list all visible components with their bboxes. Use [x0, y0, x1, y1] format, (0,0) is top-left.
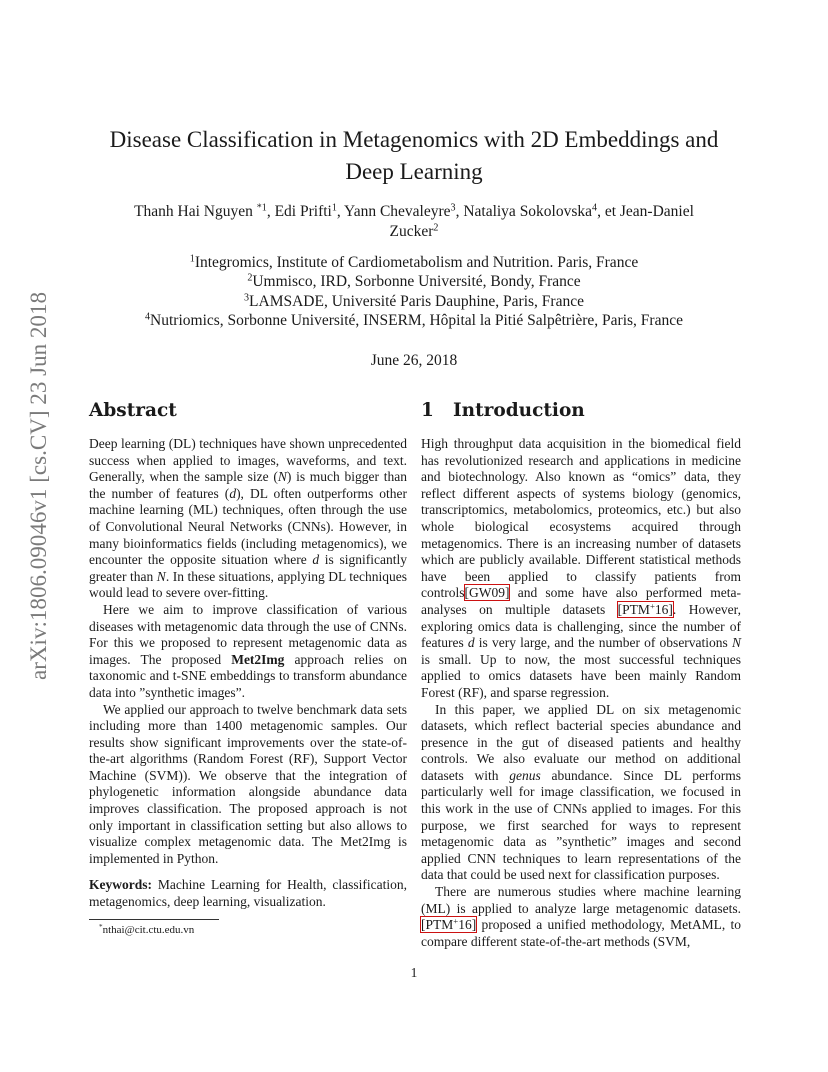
authors-line-2 — [80, 222, 748, 242]
affiliation-item — [80, 311, 748, 330]
abstract-heading: Abstract — [89, 400, 177, 421]
affiliation-item — [80, 292, 748, 311]
citation-link-ptm16[interactable]: [PTM+16] — [421, 916, 477, 933]
affiliation-text: Integromics, Institute of Cardiometabolism and Nutrition. Paris, France — [194, 254, 639, 271]
footnote — [99, 924, 194, 936]
affiliation-text: Ummisco, IRD, Sorbonne Université, Bondy, France — [252, 273, 581, 291]
keywords-text: Machine Learning for Health, classification, metagenomics, deep learning, visualization. — [89, 877, 407, 910]
keywords — [89, 877, 407, 910]
keywords-label: Keywords: — [89, 877, 152, 893]
citation-link-ptm16[interactable]: [PTM+16] — [617, 601, 673, 617]
author-affiliation-mark: 2 — [433, 222, 439, 234]
affiliation-mark: 4 — [145, 311, 151, 323]
section-title: Introduction — [453, 400, 585, 421]
paper-title — [80, 124, 748, 188]
title-line-2: Deep Learning — [345, 159, 483, 184]
citation-link-gw09[interactable]: [GW09] — [464, 585, 510, 601]
footnote-mark: * — [99, 923, 103, 932]
section-number: 1 — [421, 400, 434, 421]
author-affiliation-mark: 3 — [450, 202, 456, 214]
author-name: Zucker — [389, 223, 434, 240]
abstract-paragraph-3: We applied our approach to twelve benchmark data sets including more than 1400 metagenomic samples. Our results show significant improvements over the state-of-the-art algorithms (Random Forest (RF), Support Vector Machine (SVM)). We observe that the integration of phylogenetic information alongside abundance data improves classification. The proposed approach is not only important in classification setting but also allows to visualize complex metagenomic data. The Met2Img is implemented in Python. — [89, 701, 407, 866]
arxiv-identifier-stamp — [17, 290, 57, 680]
arxiv-stamp-text: arXiv:1806.09046v1 [cs.CV] 23 Jun 2018 — [26, 292, 51, 680]
intro-paragraph-1: High throughput data acquisition in the biomedical field has revolutionized research and applications in medicine and biotechnology. Also known as “omics” data, they reflect different aspects of systems biology (genomics, transcriptomics, metabolomics, proteomics, etc.) but also whole biological ecosystems acquired through metagenomics. There is an increasing number of datasets which are publicly available. Different statistical methods have been applied to classify patients from controls[GW09] and some have also performed meta-analyses on multiple datasets [PTM+16]. However, exploring omics data is challenging, since the number of features d is very large, and the number of observations N is small. Up to now, the most successful techniques applied to omics datasets have been mainly Random Forest (RF), and sparse regression. — [421, 436, 742, 700]
intro-paragraph-3: There are numerous studies where machine learning (ML) is applied to analyze large metagenomic datasets. [PTM+16] proposed a unified methodology, MetAML, to compare different state-of-the-art methods (SVM, — [421, 884, 741, 949]
affiliation-mark: 2 — [247, 272, 253, 284]
affiliation-list — [80, 253, 748, 330]
affiliation-text: LAMSADE, Université Paris Dauphine, Paris, France — [249, 292, 584, 310]
page-number: 1 — [410, 965, 418, 980]
affiliation-mark: 3 — [244, 292, 250, 304]
author-list — [80, 202, 748, 242]
author-name: , Yann Chevaleyre — [336, 203, 451, 220]
author-name: , Edi Prifti — [266, 203, 332, 220]
author-name: , Nataliya Sokolovska — [455, 203, 593, 220]
author-affiliation-mark: *1 — [256, 202, 267, 214]
affiliation-item — [80, 253, 748, 272]
affiliation-mark: 1 — [189, 253, 195, 265]
introduction-body — [421, 436, 741, 950]
introduction-heading — [421, 400, 585, 421]
authors-line-1 — [80, 202, 748, 222]
author-name: , et Jean-Daniel — [597, 203, 694, 220]
affiliation-text: Nutriomics, Sorbonne Université, INSERM, Hôpital la Pitié Salpêtrière, Paris, France — [150, 311, 683, 329]
author-affiliation-mark: 4 — [592, 202, 598, 214]
footnote-divider — [89, 919, 219, 920]
publication-date: June 26, 2018 — [370, 352, 458, 369]
abstract-paragraph-2: Here we aim to improve classification of various diseases with metagenomic data through the use of CNNs. For this we proposed to represent metagenomic data as images. The proposed Met2Img approach relies on taxonomic and t-SNE embeddings to transform abundance data into ”synthetic images”. — [89, 601, 407, 700]
intro-paragraph-2: In this paper, we applied DL on six metagenomic datasets, which reflect bacterial species abundance and presence in the gut of diseased patients and healthy controls. We also evaluate our method on additional datasets with genus abundance. Since DL performs particularly well for image classification, we focused in this work in the use of CNNs applied to images. For this purpose, we first searched for ways to represent metagenomic data as ”synthetic” images and second applied CNN techniques to learn representations of the data that could be used next for classification purposes. — [421, 701, 741, 883]
footnote-email: nthai@cit.ctu.edu.vn — [102, 924, 195, 936]
affiliation-item — [80, 272, 748, 291]
abstract-body — [89, 436, 407, 911]
author-name: Thanh Hai Nguyen — [134, 203, 257, 220]
title-line-1: Disease Classification in Metagenomics with 2D Embeddings and — [109, 127, 719, 152]
author-affiliation-mark: 1 — [331, 202, 337, 214]
abstract-paragraph-1: Deep learning (DL) techniques have shown unprecedented success when applied to images, waveforms, and text. Generally, when the sample size (N) is much bigger than the number of features (d), DL often outperforms other machine learning (ML) techniques, often through the use of Convolutional Neural Networks (CNNs). However, in many bioinformatics fields (including metagenomics), we encounter the opposite situation where d is significantly greater than N. In these situations, applying DL techniques would lead to severe over-fitting. — [89, 436, 407, 601]
